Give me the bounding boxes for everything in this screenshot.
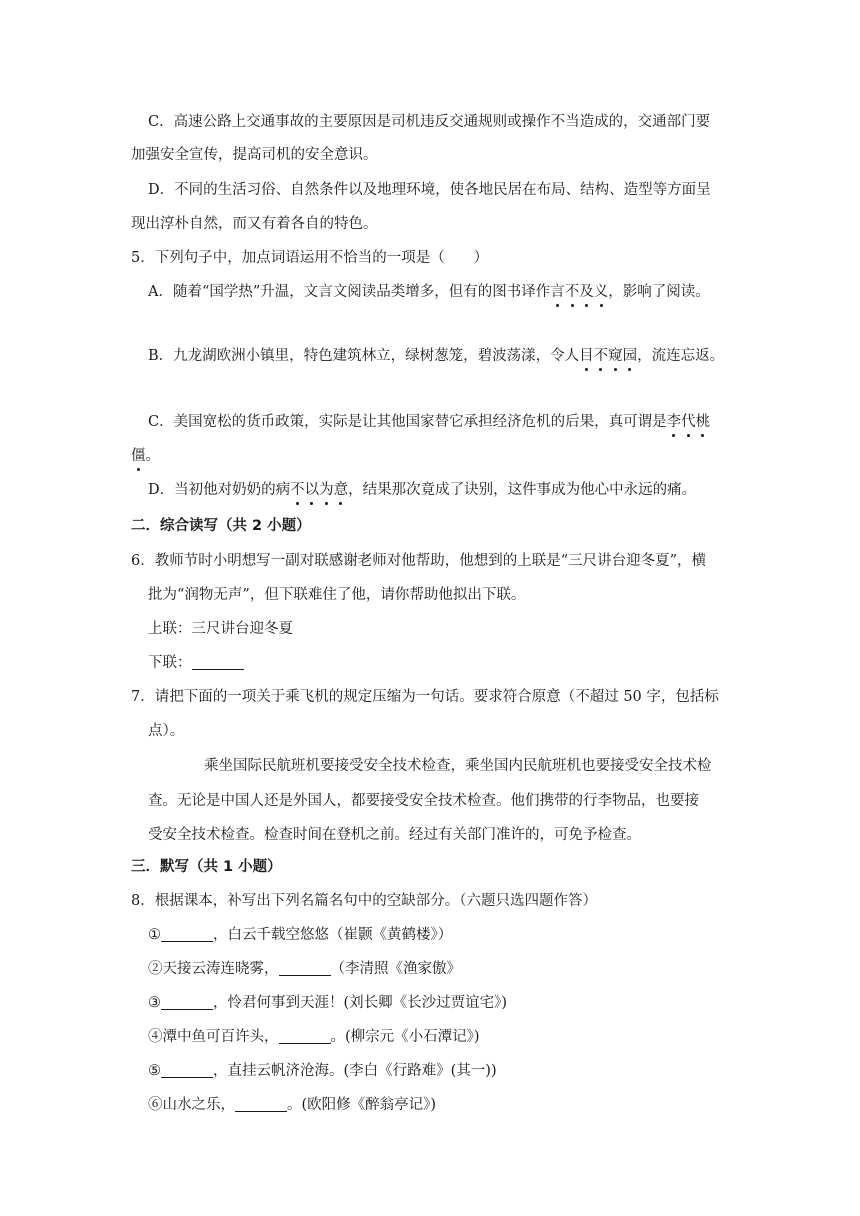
q8-answer-blank[interactable]: [279, 959, 331, 976]
q5-d-dot-char: 意: [333, 482, 349, 498]
q6-line2: 批为“润物无声”，但下联难住了他，请你帮助他拟出下联。: [148, 587, 526, 603]
q8-answer-blank[interactable]: [161, 925, 213, 942]
q8-item-post: ，直挂云帆济沧海。(李白《行路难》(其一)): [213, 1063, 497, 1079]
q8-item: [148, 993, 507, 1013]
q5-c-dot-char: 僵: [131, 448, 146, 464]
q8-answer-blank[interactable]: [279, 1027, 331, 1044]
q5-a-dot-char: 义: [593, 284, 609, 300]
q8-answer-blank[interactable]: [235, 1095, 287, 1112]
q5-a-dot-char: 及: [579, 284, 594, 300]
q8-item: [148, 925, 452, 945]
q7-passage-line3: 受安全技术检查。检查时间在登机之前。经过有关部门准许的，可免予检查。: [148, 827, 641, 843]
q5-b-dot-char: 目: [579, 348, 594, 364]
q4-option-d-line2: 现出淳朴自然，而又有着各自的特色。: [131, 216, 378, 232]
q5-d-dot-char: 为: [319, 482, 334, 498]
q5-a-dot-char: 言: [550, 284, 565, 300]
q5-a-post: ，影响了阅读。: [608, 284, 710, 300]
q8-stem: 8．根据课本，补写出下列名篇名句中的空缺部分。（六题只选四题作答）: [131, 893, 597, 909]
q5-b-pre: B．九龙湖欧洲小镇里，特色建筑林立，绿树葱笼，碧波荡漾，令人: [148, 348, 580, 364]
q5-stem: 5．下列句子中，加点词语运用不恰当的一项是（ ）: [131, 250, 489, 266]
q7-line2: 点）。: [148, 723, 185, 739]
q7-passage-line1: 乘坐国际民航班机要接受安全技术检查，乘坐国内民航班机也要接受安全技术检: [204, 758, 712, 774]
q5-option-a: [148, 282, 710, 302]
q6-answer-blank[interactable]: [192, 653, 244, 670]
q8-item: [148, 1027, 480, 1047]
q5-d-post: ，结果那次竟成了诀别，这件事成为他心中永远的痛。: [348, 482, 697, 498]
q8-item-post: 。(柳宗元《小石潭记》): [330, 1029, 480, 1045]
q5-b-dot-char: 不: [593, 348, 609, 364]
q8-item: [148, 1095, 436, 1115]
q8-item-pre: 潭中鱼可百许头，: [162, 1029, 279, 1045]
q8-item-number: ④: [148, 1029, 163, 1045]
q6-upper-couplet: 上联：三尺讲台迎冬夏: [148, 621, 293, 637]
q8-answer-blank[interactable]: [161, 1061, 213, 1078]
q7-passage-line2: 查。无论是中国人还是外国人，都要接受安全技术检查。他们携带的行李物品，也要接: [148, 793, 699, 809]
q8-item-pre: 天接云涛连晓雾，: [162, 961, 279, 977]
q8-item: [148, 959, 461, 979]
q8-item-number: ②: [148, 961, 163, 977]
q8-item: [148, 1061, 497, 1081]
q8-item-post: ，白云千载空悠悠（崔颢《黄鹤楼》）: [213, 927, 453, 943]
q8-item-post: 。(欧阳修《醉翁亭记》): [287, 1097, 437, 1113]
q8-item-pre: 山水之乐，: [162, 1097, 235, 1113]
q4-option-d-line1: D．不同的生活习俗、自然条件以及地理环境，使各地民居在布局、结构、造型等方面呈: [148, 182, 711, 198]
q8-item-post: （李清照《渔家傲》: [330, 961, 461, 977]
section-3-title: 三．默写（共 1 小题）: [131, 859, 282, 875]
q5-c-dot-char: 桃: [695, 414, 711, 430]
q8-answer-blank[interactable]: [161, 993, 213, 1010]
q4-option-c-line2: 加强安全宣传，提高司机的安全意识。: [131, 147, 378, 163]
q5-c-dot-char: 李: [666, 414, 682, 430]
q5-option-b: [148, 346, 724, 366]
q5-b-dot-char: 园: [622, 348, 638, 364]
q5-option-c-line1: [148, 412, 710, 432]
q8-item-number: ①: [148, 927, 161, 943]
q5-c-pre: C．美国宽松的货币政策，实际是让其他国家替它承担经济危机的后果，真可谓是: [148, 414, 667, 430]
section-2-title: 二．综合读写（共 2 小题）: [131, 518, 311, 534]
q4-option-c-line1: C．高速公路上交通事故的主要原因是司机违反交通规则或操作不当造成的，交通部门要: [148, 114, 711, 130]
q5-a-pre: A．随着“国学热”升温，文言文阅读品类增多，但有的图书译作: [148, 284, 551, 300]
q5-option-c-line2: [131, 446, 160, 466]
q8-item-number: ⑤: [148, 1063, 161, 1079]
q8-item-number: ③: [148, 995, 161, 1011]
q5-c-dot-char: 代: [681, 414, 696, 430]
q5-option-d: [148, 480, 696, 500]
q5-d-dot-char: 不: [290, 482, 305, 498]
q5-d-dot-char: 以: [304, 482, 320, 498]
q6-lower-label: 下联：: [148, 655, 192, 671]
q8-item-post: ，怜君何事到天涯！(刘长卿《长沙过贾谊宅》): [213, 995, 508, 1011]
q5-b-dot-char: 窥: [608, 348, 623, 364]
q6-line1: 6．教师节时小明想写一副对联感谢老师对他帮助，他想到的上联是“三尺讲台迎冬夏”，横: [131, 553, 707, 569]
q6-lower-couplet: [148, 653, 244, 673]
q5-a-dot-char: 不: [564, 284, 580, 300]
q7-line1: 7．请把下面的一项关于乘飞机的规定压缩为一句话。要求符合原意（不超过 50 字，包括标: [131, 689, 719, 705]
q5-b-post: ，流连忘返。: [637, 348, 725, 364]
q5-d-pre: D．当初他对奶奶的病: [148, 482, 291, 498]
q5-c-post: 。: [145, 448, 160, 464]
q8-item-number: ⑥: [148, 1097, 163, 1113]
